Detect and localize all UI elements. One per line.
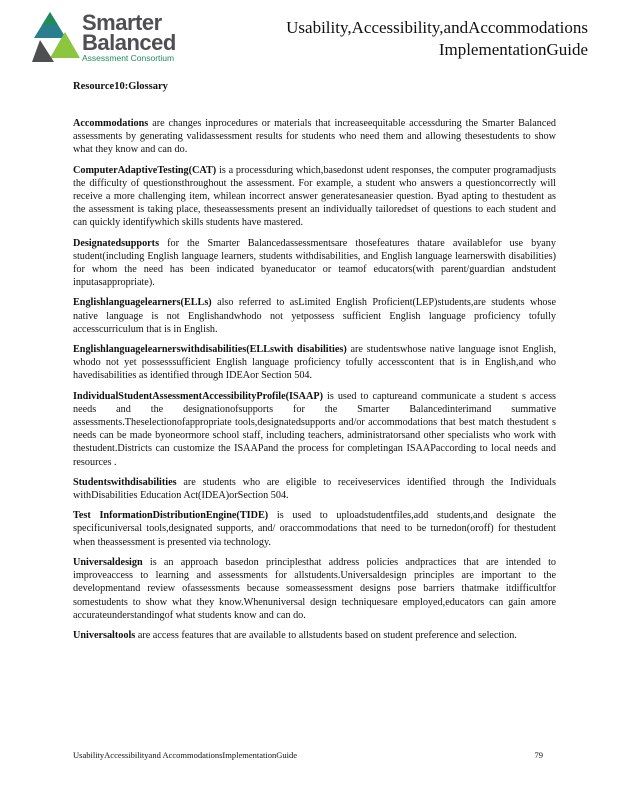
glossary-term: Englishlanguagelearnerswithdisabilities(ELLswith disabilities) [73,344,347,356]
glossary-term: Studentswithdisabilities [73,476,177,488]
glossary-definition: are changes inprocedures or materials that increaseequitable accessduring the Smarter Balanced assessments by generating validassessment results for students who need them and allowing thesestudents to show what they know and can do. [73,118,557,156]
glossary-term: Englishlanguagelearners(ELLs) [73,297,212,309]
glossary-term: Test InformationDistributionEngine(TIDE) [73,510,269,522]
section-heading: Resource10:Glossary [73,81,168,92]
glossary-entry [73,237,556,290]
footer-title: UsabilityAccessibilityand AccommodationsImplementationGuide [73,750,298,760]
glossary-definition: are access features that are available to allstudents based on student preference and selection. [137,629,517,641]
glossary-definition: are studentswhose native language isnot English, whodo not yet possesssufficient English language proficiency tofully accesscontent that is in English,and who havedisabilities as identified through IDEAor Section 504. [73,344,557,382]
document-title-line1: Usability,Accessibility,andAccommodations [286,18,588,37]
glossary-term: Accommodations [73,118,149,129]
glossary-term: Designatedsupports [73,237,160,249]
glossary-term: Universaltools [73,629,136,641]
logo-word-smarter: Smarter [82,10,162,35]
glossary-definition: also referred to asLimited English Proficient(LEP)students,are students whose native language is not Englishandwhodo not yetpossess sufficient English language proficiency tofully accesscurriculum that is in English. [73,297,556,335]
glossary-entry [73,343,556,383]
glossary-term: Universaldesign [73,556,143,568]
glossary-entry [73,556,556,622]
glossary-entry [73,164,556,230]
logo-word-balanced: Balanced [82,30,176,55]
glossary-term: ComputerAdaptiveTesting(CAT) [73,164,217,176]
glossary-definition: is used to uploadstudentfiles,add students,and designate the specificuniversal tools,designated supports, and/ oraccommodations that need to be turnedon(oroff) for thestudent when theassessment is presented via technology. [73,510,557,548]
glossary-entry [73,629,556,642]
document-title [286,17,588,61]
glossary-entry [73,476,556,502]
glossary-list [73,117,556,649]
glossary-definition: for the Smarter Balancedassessmentsare thosefeatures thatare availablefor use byany student(including English language learners, students withdisabilities, and English language learnerswith disabilities) for whom the need has been indicated byaneducator or teamof educators(with parent/guardian andstudent inputasappropriate). [73,237,556,289]
glossary-entry [73,390,556,469]
glossary-entry [73,509,556,549]
document-title-line2: ImplementationGuide [438,40,588,59]
page-number: 79 [534,750,543,760]
glossary-definition: are students who are eligible to receiveservices identified through the Individuals withDisabilities Education Act(IDEA)orSection 504. [73,476,557,502]
glossary-entry [73,296,556,336]
glossary-definition: is used to captureand communicate a student s access needs and the designationofsupports for the Smarter Balancedinterimand summative assessments.Theselectionofappropriate tools,designatedsupports and/or accommodations that best match thestudent s needs can be made byoneormore school staff, including teachers, administratorsand other specialists who work with thestudent.Districts can customize the ISAAPand the process for completingan ISAAPaccording to local needs and resources . [73,390,556,468]
logo-subtitle: Assessment Consortium [82,53,175,63]
logo-triangles-icon [32,10,82,65]
glossary-definition: is a processduring which,basedonst udent responses, the computer programadjusts the difficulty of questionsthroughout the assessment. For example, a student who answers a questioncorrectly will receive a more challenging item, whilean incorrect answer generatesaneasier question. Byad apting to thestudent as the assessment is taking place, theseassessments present an individually tailoredset of questions to each student and can quickly identifywhich skills students have mastered. [73,164,557,229]
smarter-balanced-logo [32,10,182,65]
glossary-term: IndividualStudentAssessmentAccessibilityProfile(ISAAP) [73,390,323,402]
page-footer [73,750,543,760]
glossary-entry [73,117,556,157]
glossary-definition: is an approach basedon principlesthat address policies andpractices that are intended to improveaccess to learning and assessments for allstudents.Universaldesign principles are important to the developmentand review ofassessments because someassessment designs pose barriers thatmake itdifficultfor somestudents to show what they know.Whenuniversal design techniquesare employed,educators can gain amore accurateunderstandingof what students know and can do. [73,556,556,621]
